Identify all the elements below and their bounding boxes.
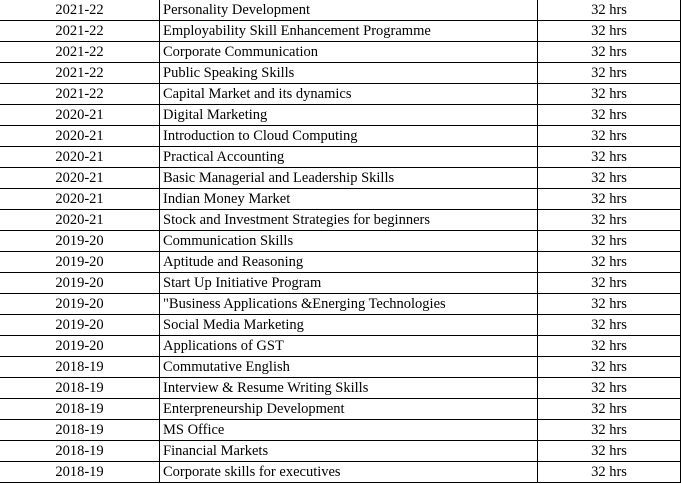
duration-cell: 32 hrs: [538, 357, 681, 378]
duration-cell: 32 hrs: [538, 252, 681, 273]
duration-cell: 32 hrs: [538, 147, 681, 168]
year-cell: 2021-22: [0, 21, 160, 42]
table-row: [0, 126, 681, 147]
duration-cell: 32 hrs: [538, 378, 681, 399]
year-cell: 2018-19: [0, 420, 160, 441]
course-name-cell: Basic Managerial and Leadership Skills: [160, 168, 538, 189]
duration-cell: 32 hrs: [538, 189, 681, 210]
duration-cell: 32 hrs: [538, 273, 681, 294]
course-name-cell: Enterpreneurship Development: [160, 399, 538, 420]
duration-cell: 32 hrs: [538, 168, 681, 189]
table-row: [0, 0, 681, 21]
table-row: [0, 105, 681, 126]
year-cell: 2019-20: [0, 231, 160, 252]
year-cell: 2018-19: [0, 399, 160, 420]
course-name-cell: Financial Markets: [160, 441, 538, 462]
duration-cell: 32 hrs: [538, 336, 681, 357]
table-row: [0, 84, 681, 105]
table-row: [0, 147, 681, 168]
course-name-cell: Corporate skills for executives: [160, 462, 538, 483]
table-row: [0, 462, 681, 483]
duration-cell: 32 hrs: [538, 441, 681, 462]
course-name-cell: Start Up Initiative Program: [160, 273, 538, 294]
year-cell: 2019-20: [0, 336, 160, 357]
course-name-cell: Commutative English: [160, 357, 538, 378]
table-row: [0, 42, 681, 63]
duration-cell: 32 hrs: [538, 84, 681, 105]
course-name-cell: Interview & Resume Writing Skills: [160, 378, 538, 399]
course-name-cell: Aptitude and Reasoning: [160, 252, 538, 273]
course-name-cell: MS Office: [160, 420, 538, 441]
year-cell: 2018-19: [0, 378, 160, 399]
course-name-cell: Personality Development: [160, 0, 538, 21]
year-cell: 2018-19: [0, 441, 160, 462]
duration-cell: 32 hrs: [538, 420, 681, 441]
duration-cell: 32 hrs: [538, 63, 681, 84]
year-cell: 2020-21: [0, 126, 160, 147]
year-cell: 2021-22: [0, 63, 160, 84]
duration-cell: 32 hrs: [538, 0, 681, 21]
year-cell: 2020-21: [0, 105, 160, 126]
course-name-cell: "Business Applications &Energing Technologies: [160, 294, 538, 315]
year-cell: 2021-22: [0, 84, 160, 105]
duration-cell: 32 hrs: [538, 42, 681, 63]
table-row: [0, 231, 681, 252]
table-row: [0, 294, 681, 315]
duration-cell: 32 hrs: [538, 126, 681, 147]
table-row: [0, 21, 681, 42]
table-row: [0, 441, 681, 462]
year-cell: 2020-21: [0, 168, 160, 189]
table-row: [0, 357, 681, 378]
year-cell: 2020-21: [0, 147, 160, 168]
course-name-cell: Stock and Investment Strategies for beginners: [160, 210, 538, 231]
course-name-cell: Practical Accounting: [160, 147, 538, 168]
table-row: [0, 420, 681, 441]
table-row: [0, 315, 681, 336]
course-name-cell: Corporate Communication: [160, 42, 538, 63]
table-row: [0, 252, 681, 273]
duration-cell: 32 hrs: [538, 210, 681, 231]
table-row: [0, 273, 681, 294]
table-row: [0, 63, 681, 84]
duration-cell: 32 hrs: [538, 21, 681, 42]
duration-cell: 32 hrs: [538, 294, 681, 315]
year-cell: 2018-19: [0, 357, 160, 378]
duration-cell: 32 hrs: [538, 105, 681, 126]
course-name-cell: Communication Skills: [160, 231, 538, 252]
year-cell: 2021-22: [0, 0, 160, 21]
year-cell: 2020-21: [0, 210, 160, 231]
duration-cell: 32 hrs: [538, 231, 681, 252]
course-name-cell: Employability Skill Enhancement Programme: [160, 21, 538, 42]
table-row: [0, 336, 681, 357]
year-cell: 2019-20: [0, 315, 160, 336]
duration-cell: 32 hrs: [538, 315, 681, 336]
table-row: [0, 210, 681, 231]
year-cell: 2020-21: [0, 189, 160, 210]
year-cell: 2019-20: [0, 252, 160, 273]
course-name-cell: Indian Money Market: [160, 189, 538, 210]
course-name-cell: Capital Market and its dynamics: [160, 84, 538, 105]
course-name-cell: Applications of GST: [160, 336, 538, 357]
year-cell: 2018-19: [0, 462, 160, 483]
course-name-cell: Social Media Marketing: [160, 315, 538, 336]
duration-cell: 32 hrs: [538, 399, 681, 420]
table-row: [0, 189, 681, 210]
table-row: [0, 399, 681, 420]
year-cell: 2021-22: [0, 42, 160, 63]
duration-cell: 32 hrs: [538, 462, 681, 483]
year-cell: 2019-20: [0, 294, 160, 315]
course-name-cell: Introduction to Cloud Computing: [160, 126, 538, 147]
table-row: [0, 378, 681, 399]
course-name-cell: Public Speaking Skills: [160, 63, 538, 84]
table-row: [0, 168, 681, 189]
year-cell: 2019-20: [0, 273, 160, 294]
course-name-cell: Digital Marketing: [160, 105, 538, 126]
